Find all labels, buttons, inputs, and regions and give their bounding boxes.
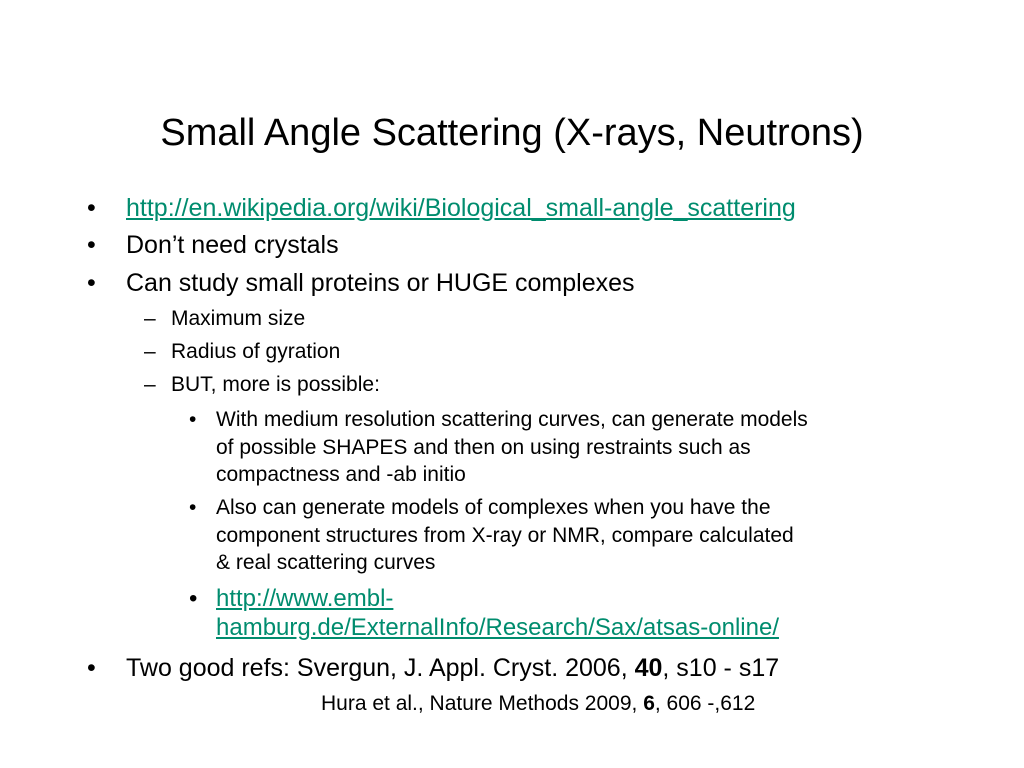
bullet-text: Can study small proteins or HUGE complexes: [126, 269, 635, 297]
text-line: http://www.embl-: [216, 585, 394, 612]
subsub-bullet-embl-link: [189, 584, 949, 642]
text-line: Also can generate models of complexes when you have the: [216, 496, 771, 519]
text-line: With medium resolution scattering curves, can generate models: [216, 408, 808, 431]
ref-1-prefix: Two good refs: Svergun, J. Appl. Cryst. 2006,: [126, 654, 635, 682]
subsub-bullet-complexes: [189, 494, 949, 577]
bullet-marker: •: [87, 194, 96, 222]
wiki-link[interactable]: http://en.wikipedia.org/wiki/Biological_small-angle_scattering: [126, 194, 796, 222]
ref-1: [126, 653, 779, 683]
ref-1-pages: , s10 - s17: [662, 654, 780, 682]
text-line: of possible SHAPES and then on using restraints such as: [216, 435, 751, 459]
slide-title: Small Angle Scattering (X-rays, Neutrons): [160, 112, 864, 154]
subsub-bullet-text: [216, 494, 949, 577]
ref-2: [321, 690, 755, 718]
ref-1-volume: 40: [634, 654, 663, 682]
text-line: compactness and -ab initio: [216, 463, 466, 486]
dash-marker: –: [144, 373, 156, 396]
subsub-bullet-shapes: [189, 406, 949, 489]
bullet-marker: •: [87, 231, 96, 259]
bullet-marker: •: [189, 408, 197, 431]
bullet-marker: •: [189, 585, 198, 612]
ref-2-prefix: Hura et al., Nature Methods 2009,: [321, 692, 644, 715]
text-line: & real scattering curves: [216, 551, 436, 574]
bullet-text: Don’t need crystals: [126, 231, 339, 259]
bullet-marker: •: [87, 269, 96, 297]
bullet-marker: •: [87, 654, 96, 682]
subsub-bullet-text: [216, 406, 949, 489]
ref-2-volume: 6: [643, 692, 655, 715]
text-line: hamburg.de/ExternalInfo/Research/Sax/atsas-online/: [216, 614, 779, 641]
bullet-marker: •: [189, 496, 197, 519]
sub-bullet-text: Maximum size: [171, 307, 306, 330]
dash-marker: –: [144, 307, 156, 330]
ref-2-pages: , 606 -,612: [654, 692, 756, 715]
sub-bullet-text: BUT, more is possible:: [171, 373, 380, 396]
embl-link[interactable]: [216, 584, 949, 642]
sub-bullet-text: Radius of gyration: [171, 340, 341, 363]
dash-marker: –: [144, 340, 156, 363]
text-line: component structures from X-ray or NMR, compare calculated: [216, 523, 794, 547]
